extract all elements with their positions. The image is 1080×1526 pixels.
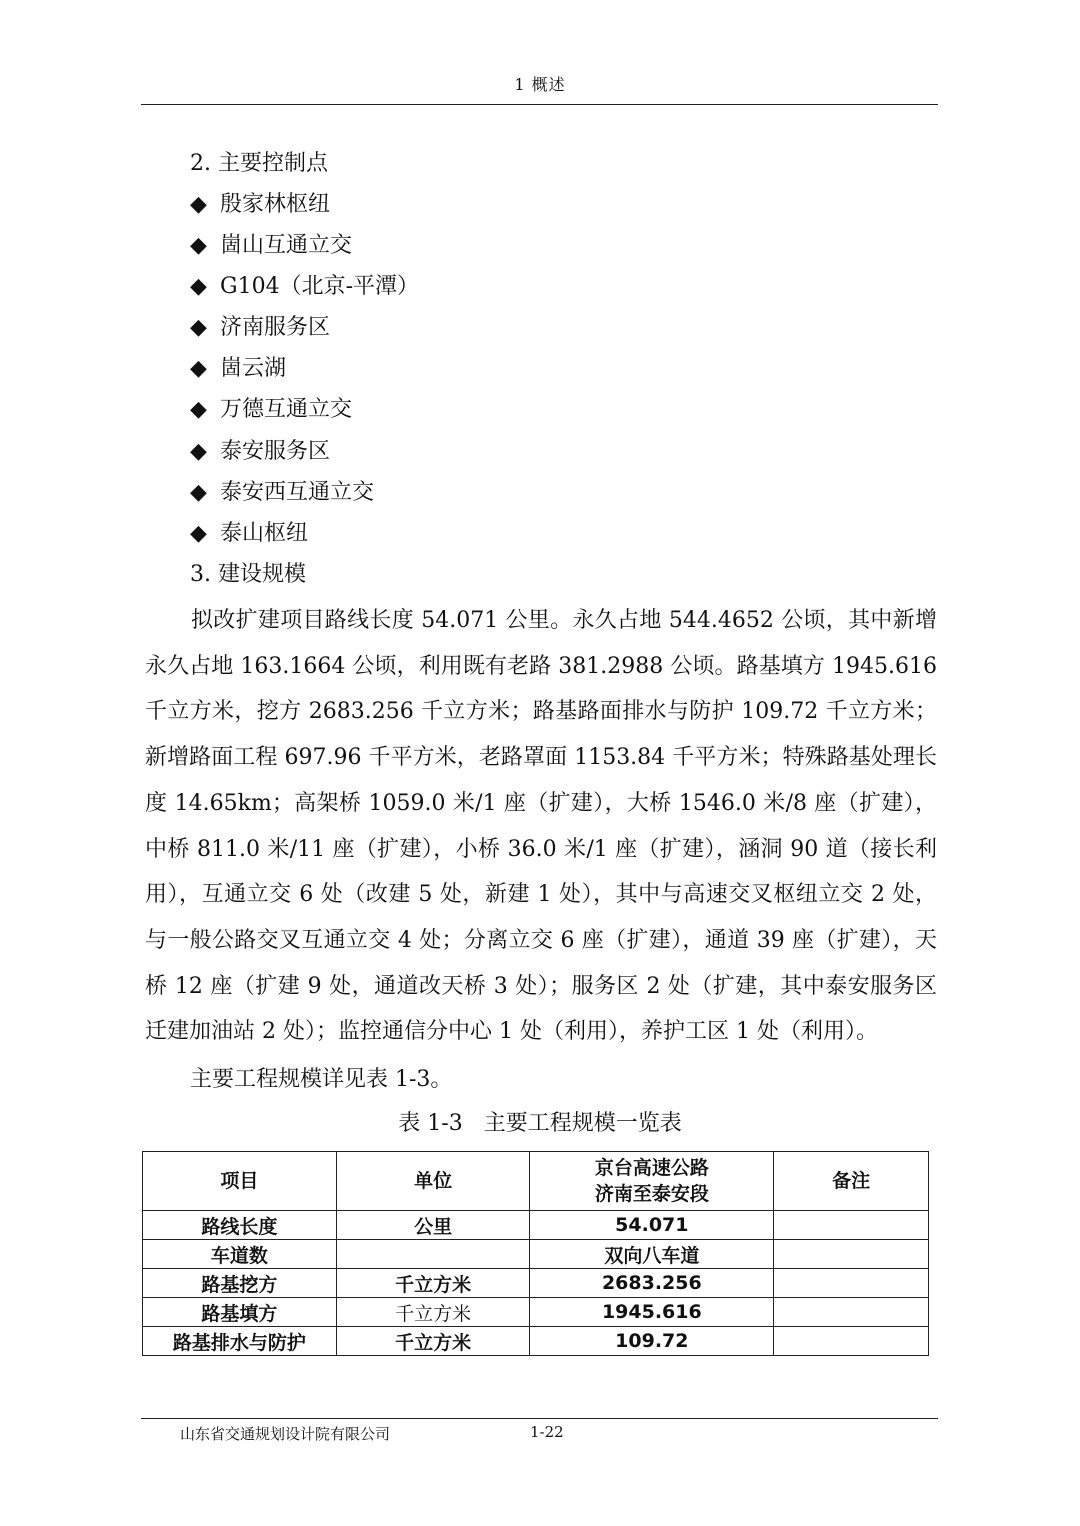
engineering-scale-table <box>142 1151 929 1356</box>
diamond-bullet-icon: ◆ <box>190 480 207 505</box>
list-item-label: 崮云湖 <box>220 356 287 381</box>
section-heading-construction-scale: 3. 建设规模 <box>190 562 306 587</box>
list-item <box>190 392 352 423</box>
diamond-bullet-icon: ◆ <box>190 397 207 422</box>
cell-unit: 千立方米 <box>336 1327 530 1356</box>
header-project-line2: 济南至泰安段 <box>594 1183 709 1205</box>
list-item <box>190 187 330 218</box>
table-row <box>143 1211 929 1240</box>
list-item <box>190 351 286 382</box>
cell-value: 双向八车道 <box>530 1240 774 1269</box>
cell-unit: 千立方米 <box>336 1269 530 1298</box>
section-heading-control-points: 2. 主要控制点 <box>190 151 328 176</box>
page-number: 1-22 <box>530 1423 564 1441</box>
table-row <box>143 1269 929 1298</box>
list-item <box>190 269 419 300</box>
cell-remark <box>774 1327 929 1356</box>
list-item-label: 崮山互通立交 <box>220 233 353 258</box>
list-item-label: 万德互通立交 <box>220 397 353 422</box>
list-item <box>190 228 352 259</box>
cell-remark <box>774 1298 929 1327</box>
diamond-bullet-icon: ◆ <box>190 315 207 340</box>
cell-value: 1945.616 <box>530 1298 774 1327</box>
header-item: 项目 <box>143 1152 337 1211</box>
construction-scale-paragraph: 拟改扩建项目路线长度 54.071 公里。永久占地 544.4652 公顷，其中新增永久占地 163.1664 公顷，利用既有老路 381.2988 公顷。路基填方 1945.616 千立方米，挖方 2683.256 千立方米；路基路面排水与防护 109.72 千立方米；新增路面工程 697.96 千平方米，老路罩面 1153.84 千平方米；特殊路基处理长度 14.65km；高架桥 1059.0 米/1 座（扩建），大桥 1546.0 米/8 座（扩建），中桥 811.0 米/11 座（扩建），小桥 36.0 米/1 座（扩建），涵洞 90 道（接长利用），互通立交 6 处（改建 5 处，新建 1 处），其中与高速交叉枢纽立交 2 处，与一般公路交叉互通立交 4 处；分离立交 6 座（扩建），通道 39 座（扩建），天桥 12 座（扩建 9 处，通道改天桥 3 处）；服务区 2 处（扩建，其中泰安服务区迁建加油站 2 处）；监控通信分中心 1 处（利用），养护工区 1 处（利用）。 <box>145 608 937 1045</box>
list-item <box>190 516 308 547</box>
list-item <box>190 475 374 506</box>
cell-remark <box>774 1240 929 1269</box>
cell-item: 路基排水与防护 <box>143 1327 337 1356</box>
diamond-bullet-icon: ◆ <box>190 521 207 546</box>
cell-item: 路线长度 <box>143 1211 337 1240</box>
cell-value: 2683.256 <box>530 1269 774 1298</box>
diamond-bullet-icon: ◆ <box>190 439 207 464</box>
list-item <box>190 434 330 465</box>
header-remark: 备注 <box>774 1152 929 1211</box>
table-caption: 表 1-3 主要工程规模一览表 <box>398 1111 682 1136</box>
cell-value: 109.72 <box>530 1327 774 1356</box>
diamond-bullet-icon: ◆ <box>190 274 207 299</box>
list-item <box>190 310 330 341</box>
list-item-label: 济南服务区 <box>220 315 331 340</box>
header-project-line1: 京台高速公路 <box>594 1157 709 1179</box>
diamond-bullet-icon: ◆ <box>190 356 207 381</box>
cell-remark <box>774 1211 929 1240</box>
footer-divider <box>141 1418 938 1419</box>
table-row <box>143 1298 929 1327</box>
diamond-bullet-icon: ◆ <box>190 233 207 258</box>
cell-unit: 千立方米 <box>336 1298 530 1327</box>
table-row <box>143 1327 929 1356</box>
cell-item: 车道数 <box>143 1240 337 1269</box>
cell-item: 路基填方 <box>143 1298 337 1327</box>
header-unit: 单位 <box>336 1152 530 1211</box>
list-item-label: 泰山枢纽 <box>220 521 309 546</box>
cell-remark <box>774 1269 929 1298</box>
footer-company-name: 山东省交通规划设计院有限公司 <box>180 1425 391 1443</box>
header-project <box>530 1152 774 1211</box>
cell-unit: 公里 <box>336 1211 530 1240</box>
header-divider <box>141 104 938 105</box>
list-item-label: G104（北京-平潭） <box>220 274 419 299</box>
table-reference-text: 主要工程规模详见表 1-3。 <box>190 1067 453 1092</box>
cell-value: 54.071 <box>530 1211 774 1240</box>
table-header-row <box>143 1152 929 1211</box>
diamond-bullet-icon: ◆ <box>190 192 207 217</box>
cell-item: 路基挖方 <box>143 1269 337 1298</box>
table-row <box>143 1240 929 1269</box>
cell-unit <box>336 1240 530 1269</box>
chapter-header: 1 概述 <box>514 75 566 94</box>
list-item-label: 殷家林枢纽 <box>220 192 331 217</box>
list-item-label: 泰安服务区 <box>220 439 331 464</box>
list-item-label: 泰安西互通立交 <box>220 480 375 505</box>
